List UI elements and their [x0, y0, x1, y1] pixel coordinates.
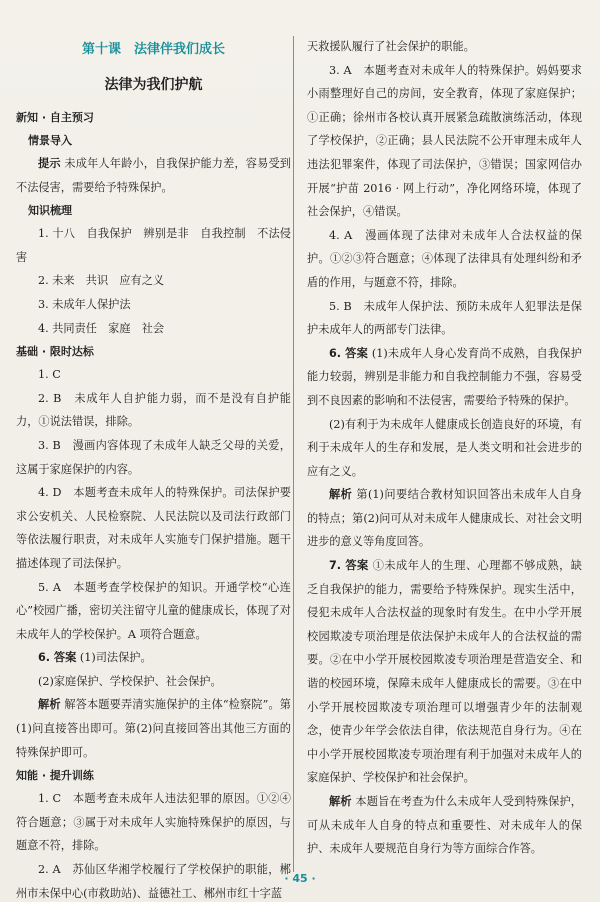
paragraph-text: (1)未成年人身心发育尚不成熟，自我保护能力较弱，辨别是非能力和自我控制能力不强，容易受到不良因素的影响和不法侵害，需要给予特殊的保护。	[307, 346, 582, 407]
paragraph-text: 本题旨在考查为什么未成年人受到特殊保护，可从未成年人自身的特点和重要性、对未成年人的保护、未成年人要规范自身行为等方面综合作答。	[307, 795, 582, 856]
paragraph	[16, 646, 291, 670]
right-column-body	[307, 35, 582, 861]
paragraph-text: 未成年人年龄小，自我保护能力差，容易受到不法侵害，需要给予特殊保护。	[16, 157, 291, 194]
paragraph	[307, 224, 582, 295]
paragraph-text: 5. B 未成年人保护法、预防未成年人犯罪法是保护未成年人的两部专门法律。	[307, 299, 582, 337]
section-heading: 新知 · 自主预习	[16, 111, 94, 124]
paragraph-text: 解答本题要弄清实施保护的主体“检察院”。第(1)问直接答出即可。第(2)问直接回答出其他三方面的特殊保护即可。	[16, 698, 291, 759]
paragraph-text: 2. A 苏仙区华湘学校履行了学校保护的职能，郴州市未保中心(市救助站)、益德社工、郴州市红十字蓝	[16, 863, 291, 900]
answer-label: 6. 答案	[329, 346, 369, 360]
paragraph-text: 2. 未来 共识 应有之义	[38, 274, 165, 288]
answer-label: 解析	[329, 488, 353, 502]
section-heading: 知能 · 提升训练	[16, 769, 94, 783]
paragraph	[16, 576, 291, 647]
page-number: · 45 ·	[284, 872, 316, 885]
paragraph	[16, 152, 291, 199]
paragraph	[307, 295, 582, 342]
answer-label: 7. 答案	[329, 559, 369, 573]
paragraph-text: 2. B 未成年人自护能力弱，而不是没有自护能力，①说法错误，排除。	[16, 391, 291, 429]
paragraph-text: (1)司法保护。	[79, 651, 152, 665]
paragraph-text: (2)有利于为未成年人健康成长创造良好的环境，有利于未成年人的生存和发展，是人类文明和社会进步的应有之义。	[307, 417, 582, 478]
lesson-title: 第十课 法律伴我们成长	[81, 42, 225, 57]
paragraph	[307, 790, 582, 861]
paragraph-text: 1. 十八 自我保护 辨别是非 自我控制 不法侵害	[16, 227, 291, 264]
section-heading: 基础 · 限时达标	[16, 345, 94, 359]
paragraph-text: 4. D 本题考查未成年人的特殊保护。司法保护要求公安机关、人民检察院、人民法院以及司法行政部门等依法履行职责，对未成年人实施专门保护措施。题干描述体现了司法保护。	[16, 486, 291, 570]
paragraph	[16, 269, 291, 293]
column-divider	[293, 36, 294, 872]
paragraph	[16, 481, 291, 575]
left-column-body	[16, 106, 291, 902]
paragraph-text: ①未成年人的生理、心理都不够成熟，缺乏自我保护的能力，需要给予特殊保护。现实生活中，侵犯未成年人合法权益的现象时有发生。在中小学开展校园欺凌专项治理是依法保护未成年人的合法权益的需要。②在中小学开展校园欺凌专项治理是营造安全、和谐的校园环境，保障未成年人健康成长的需要。③在中小学开展校园欺凌专项治理可以增强青少年的法制观念，使青少年学会依法自律，依法规范自身行为。④在中小学开展校园欺凌专项治理有利于加强对未成年人的家庭保护、学校保护和社会保护。	[307, 559, 582, 785]
paragraph-text: 1. C	[38, 368, 61, 382]
paragraph	[16, 317, 291, 341]
paragraph-text: 天救援队履行了社会保护的职能。	[307, 40, 475, 53]
section-heading: 知识梳理	[28, 204, 72, 218]
section-title: 法律为我们护航	[104, 77, 203, 93]
paragraph-text: 1. C 本题考查未成年人违法犯罪的原因。①②④符合题意；③属于对未成年人实施特殊保护的原因，与题意不符，排除。	[16, 792, 291, 853]
paragraph	[307, 483, 582, 554]
paragraph	[16, 787, 291, 858]
paragraph-text: 3. A 本题考查对未成年人的特殊保护。妈妈要求小雨整理好自己的房间，安全教育，体现了家庭保护；①正确；徐州市各校认真开展紧急疏散演练活动，体现了学校保护，②正确；县人民法院不公开审理未成年人违法犯罪案件，体现了司法保护，③错误；国家网信办开展“护苗 2016 · 网上行动”，净化网络环境，体现了社会保护，④错误。	[307, 63, 582, 219]
paragraph-text: 4. A 漫画体现了法律对未成年人合法权益的保护。①②③符合题意；④体现了法律具有处理纠纷和矛盾的作用，与题意不符，排除。	[307, 228, 582, 289]
paragraph-text: 3. B 漫画内容体现了未成年人缺乏父母的关爱，这属于家庭保护的内容。	[16, 438, 291, 476]
paragraph-text: 4. 共同责任 家庭 社会	[38, 321, 165, 335]
right-column	[307, 35, 582, 861]
paragraph	[307, 59, 582, 224]
section-heading: 情景导入	[28, 134, 72, 147]
answer-label: 解析	[38, 698, 61, 712]
paragraph	[16, 222, 291, 269]
paragraph-text: 第(1)问要结合教材知识回答出未成年人自身的特点；第(2)问可从对未成年人健康成长、对社会文明进步的意义等角度回答。	[307, 488, 582, 549]
paragraph	[307, 35, 582, 59]
paragraph	[307, 554, 582, 790]
paragraph	[16, 387, 291, 434]
answer-label: 提示	[38, 157, 61, 170]
paragraph-text: 3. 未成年人保护法	[38, 297, 131, 311]
answer-label: 解析	[329, 795, 352, 808]
paragraph	[307, 342, 582, 413]
paragraph	[16, 293, 291, 317]
paragraph	[16, 434, 291, 481]
paragraph-text: 5. A 本题考查学校保护的知识。开通学校“心连心”校园广播，密切关注留守儿童的健康成长，体现了对未成年人的学校保护。A 项符合题意。	[16, 580, 291, 641]
paragraph	[307, 413, 582, 484]
paragraph	[16, 363, 291, 387]
paragraph-text: (2)家庭保护、学校保护、社会保护。	[38, 674, 222, 688]
paragraph	[16, 693, 291, 764]
left-column	[16, 36, 291, 902]
answer-label: 6. 答案	[38, 651, 77, 665]
paragraph	[16, 670, 291, 694]
